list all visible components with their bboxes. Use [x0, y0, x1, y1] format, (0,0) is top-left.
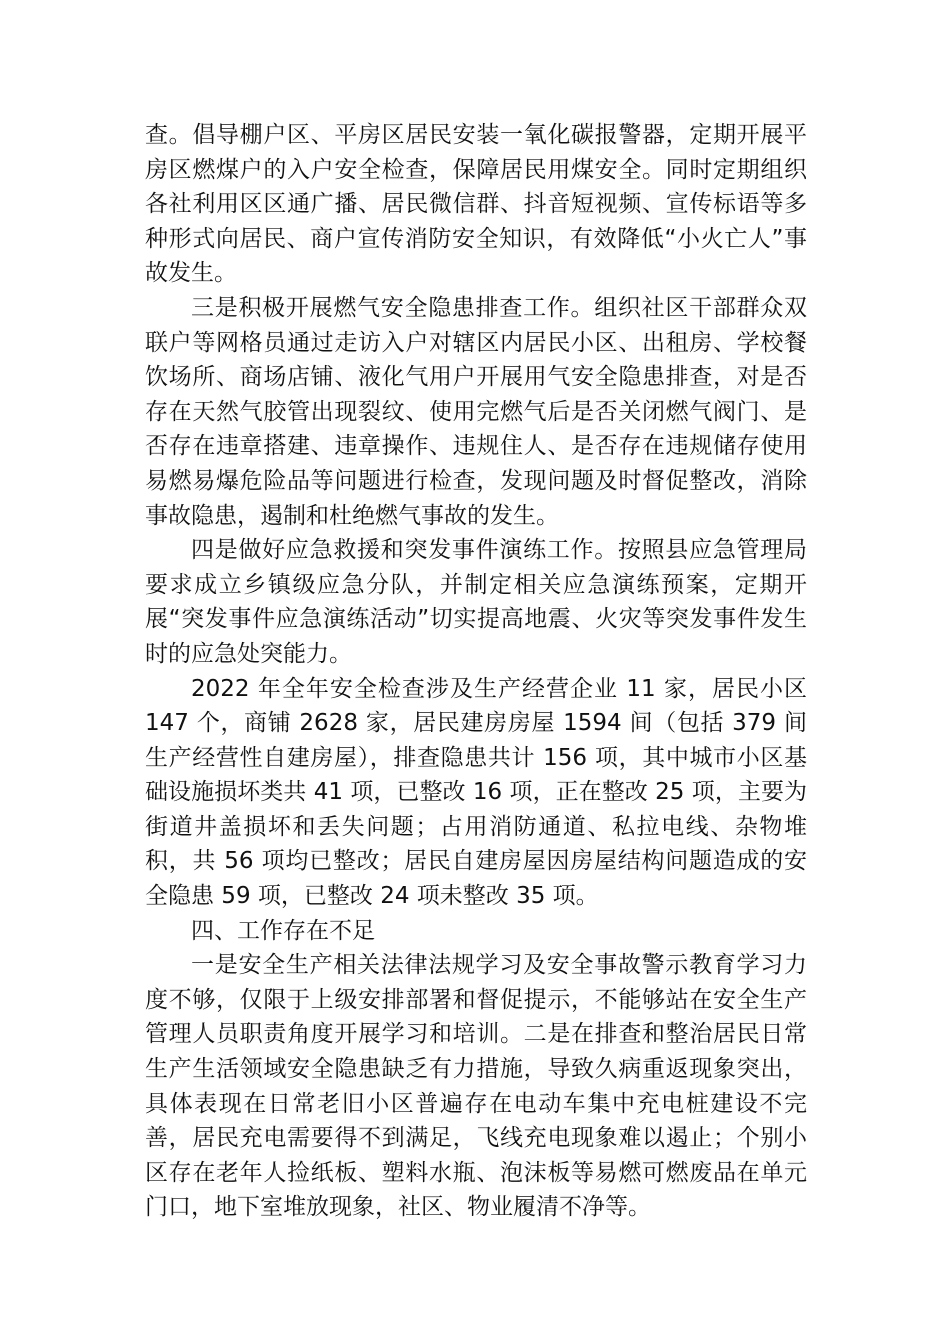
paragraph-3: 四是做好应急救援和突发事件演练工作。按照县应急管理局要求成立乡镇级应急分队，并制定相关应急演练预案，定期开展“突发事件应急演练活动”切实提高地震、火灾等突发事件发生时的应急处突能力。	[145, 537, 807, 667]
section-heading: 四、工作存在不足	[191, 917, 375, 944]
document-body	[145, 118, 807, 1225]
paragraph-4: 2022 年全年安全检查涉及生产经营企业 11 家，居民小区 147 个，商铺 2628 家，居民建房房屋 1594 间（包括 379 间生产经营性自建房屋），排查隐患共计 156 项，其中城市小区基础设施损坏类共 41 项，已整改 16 项，正在整改 25 项，主要为街道井盖损坏和丢失问题；占用消防通道、私拉电线、杂物堆积，共 56 项均已整改；居民自建房屋因房屋结构问题造成的安全隐患 59 项，已整改 24 项未整改 35 项。	[145, 675, 807, 910]
paragraph-5: 一是安全生产相关法律法规学习及安全事故警示教育学习力度不够，仅限于上级安排部署和督促提示，不能够站在安全生产管理人员职责角度开展学习和培训。二是在排查和整治居民日常生产生活领域安全隐患缺乏有力措施，导致久病重返现象突出，具体表现在日常老旧小区普遍存在电动车集中充电桩建设不完善，居民充电需要得不到满足，飞线充电现象难以遏止；个别小区存在老年人捡纸板、塑料水瓶、泡沫板等易燃可燃废品在单元门口，地下室堆放现象，社区、物业履清不净等。	[145, 952, 807, 1221]
paragraph-2: 三是积极开展燃气安全隐患排查工作。组织社区干部群众双联户等网格员通过走访入户对辖区内居民小区、出租房、学校餐饮场所、商场店铺、液化气用户开展用气安全隐患排查，对是否存在天然气胶管出现裂纹、使用完燃气后是否关闭燃气阀门、是否存在违章搭建、违章操作、违规住人、是否存在违规储存使用易燃易爆危险品等问题进行检查，发现问题及时督促整改，消除事故隐患，遏制和杜绝燃气事故的发生。	[145, 294, 807, 529]
paragraph-1: 查。倡导棚户区、平房区居民安装一氧化碳报警器，定期开展平房区燃煤户的入户安全检查，保障居民用煤安全。同时定期组织各社利用区区通广播、居民微信群、抖音短视频、宣传标语等多种形式向居民、商户宣传消防安全知识，有效降低“小火亡人”事故发生。	[145, 122, 807, 287]
